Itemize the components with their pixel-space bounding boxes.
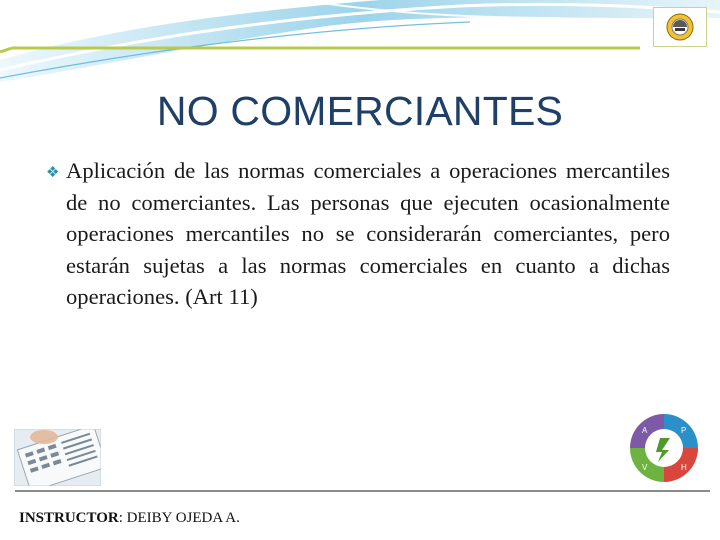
slide-title: NO COMERCIANTES <box>156 88 564 134</box>
calculator-photo <box>14 429 101 486</box>
cycle-letter-v: V <box>642 463 648 472</box>
header-logo <box>653 7 707 47</box>
body-rest-text: . Las personas que ejecuten ocasionalmente operaciones mercantiles no se considerarán comerciantes, pero estarán sujetas a las normas comerciales en cuanto a dichas operaciones. (Art 11) <box>66 189 670 309</box>
bullet-icon: ❖ <box>46 165 60 181</box>
header-wave-decoration <box>0 0 720 90</box>
footer-divider <box>15 490 710 492</box>
cycle-letter-a: A <box>642 426 648 435</box>
footer-instructor <box>19 510 240 527</box>
footer-label: INSTRUCTOR <box>19 510 119 526</box>
cycle-letter-h: H <box>681 463 687 472</box>
cycle-letter-p: P <box>681 426 687 435</box>
footer-name: : DEIBY OJEDA A. <box>118 510 240 526</box>
body-lead-text: Aplicación de las normas comerciales a operaciones mercantiles de no comerciantes <box>66 158 670 215</box>
phva-cycle-diagram <box>622 408 706 488</box>
body-paragraph <box>46 155 670 313</box>
